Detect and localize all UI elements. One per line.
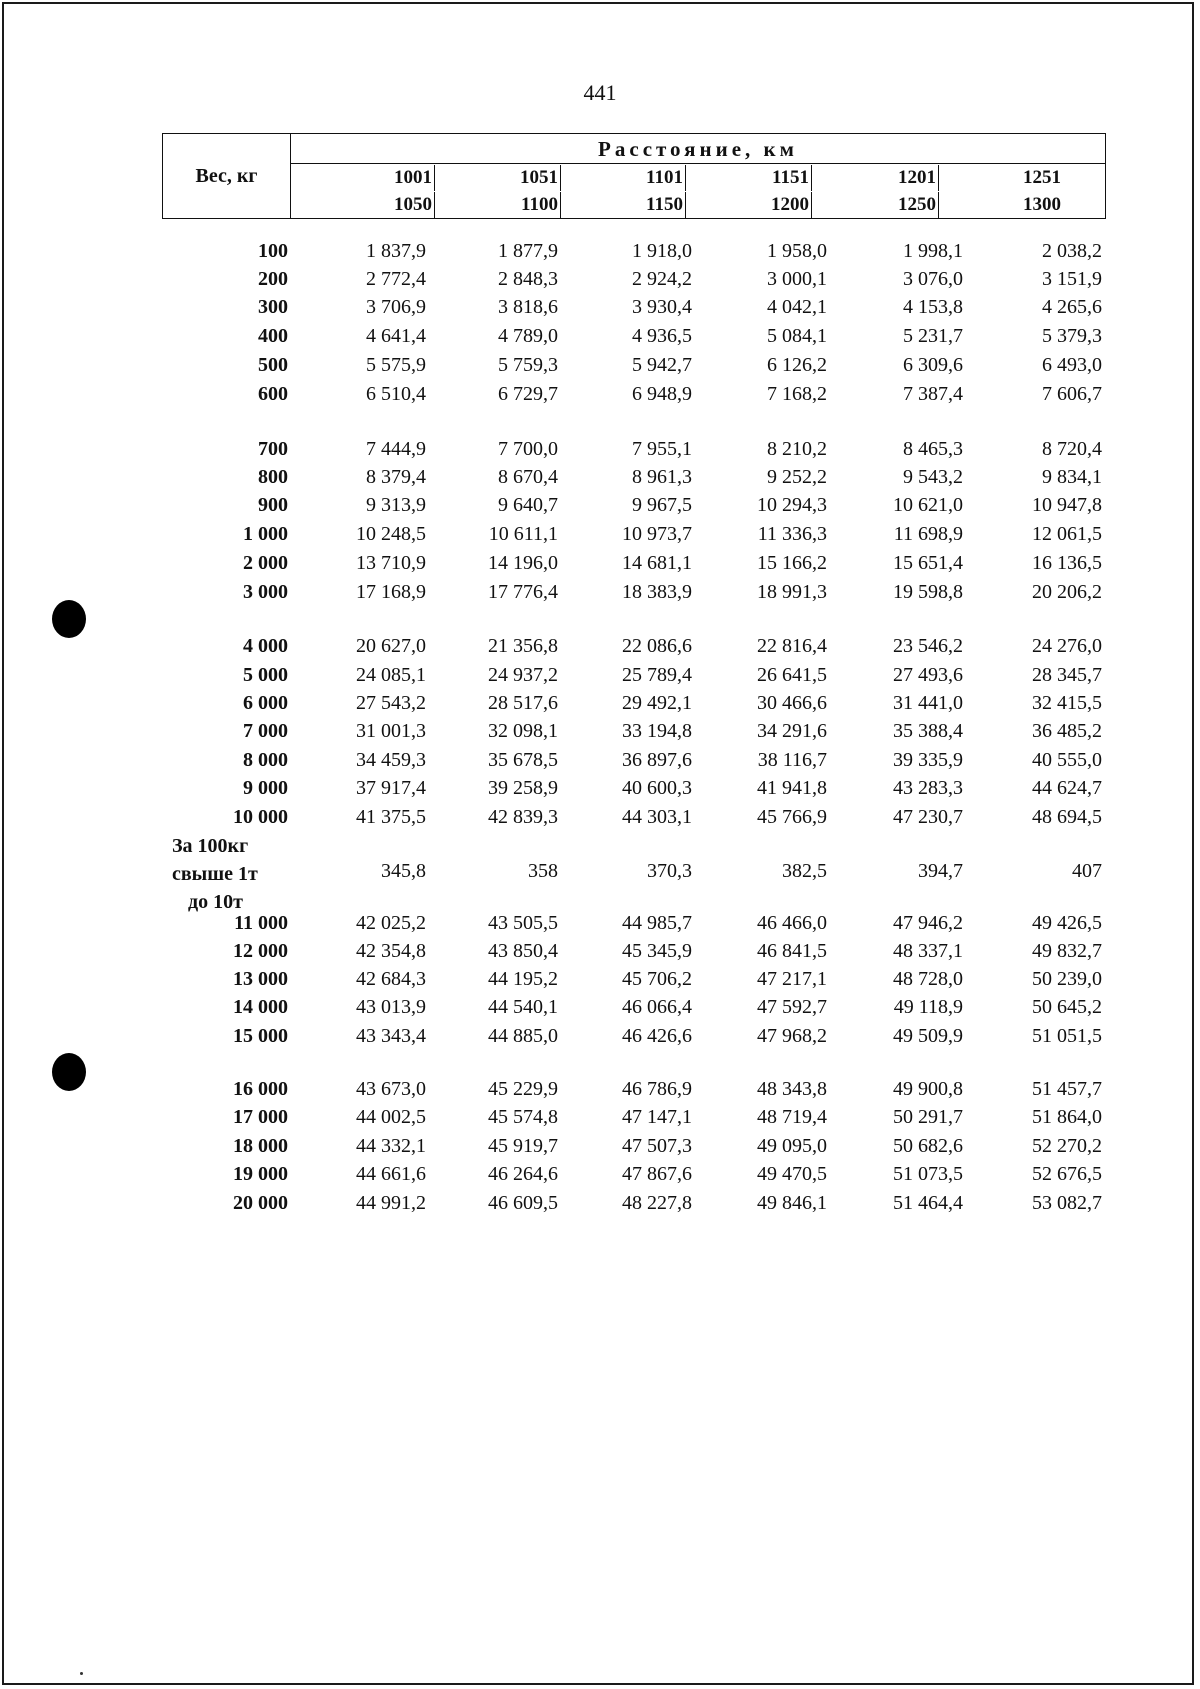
table-cell: 3 818,6 xyxy=(498,296,558,318)
table-cell: 11 698,9 xyxy=(893,523,963,545)
table-cell: 3 076,0 xyxy=(903,268,963,290)
row-weight: 300 xyxy=(258,296,288,318)
table-cell: 49 846,1 xyxy=(757,1192,827,1214)
table-cell: 11 336,3 xyxy=(757,523,827,545)
surcharge-note-line2: свыше 1т xyxy=(172,863,258,885)
table-cell: 39 258,9 xyxy=(488,777,558,799)
table-cell: 46 841,5 xyxy=(757,940,827,962)
table-cell: 50 682,6 xyxy=(893,1135,963,1157)
table-cell: 13 710,9 xyxy=(356,552,426,574)
table-cell: 7 168,2 xyxy=(767,383,827,405)
table-cell: 48 337,1 xyxy=(893,940,963,962)
table-row xyxy=(162,240,1106,268)
table-cell: 31 441,0 xyxy=(893,692,963,714)
table-cell: 370,3 xyxy=(647,860,692,882)
table-cell: 18 991,3 xyxy=(757,581,827,603)
table-cell: 49 426,5 xyxy=(1032,912,1102,934)
table-cell: 24 085,1 xyxy=(356,664,426,686)
table-cell: 7 387,4 xyxy=(903,383,963,405)
row-weight: 700 xyxy=(258,438,288,460)
table-cell: 3 930,4 xyxy=(632,296,692,318)
table-cell: 47 946,2 xyxy=(893,912,963,934)
table-cell: 1 958,0 xyxy=(767,240,827,262)
row-weight: 19 000 xyxy=(233,1163,288,1185)
table-cell: 3 151,9 xyxy=(1042,268,1102,290)
table-cell: 2 924,2 xyxy=(632,268,692,290)
table-cell: 358 xyxy=(528,860,558,882)
row-weight: 800 xyxy=(258,466,288,488)
table-cell: 30 466,6 xyxy=(757,692,827,714)
table-cell: 35 388,4 xyxy=(893,720,963,742)
table-cell: 8 961,3 xyxy=(632,466,692,488)
table-cell: 394,7 xyxy=(918,860,963,882)
table-cell: 6 493,0 xyxy=(1042,354,1102,376)
table-cell: 14 196,0 xyxy=(488,552,558,574)
surcharge-note-line1: За 100кг xyxy=(172,835,249,857)
table-cell: 44 303,1 xyxy=(622,806,692,828)
table-cell: 5 942,7 xyxy=(632,354,692,376)
table-row xyxy=(162,1135,1106,1163)
table-row xyxy=(162,581,1106,609)
row-weight: 13 000 xyxy=(233,968,288,990)
table-cell: 48 343,8 xyxy=(757,1078,827,1100)
row-weight: 7 000 xyxy=(243,720,288,742)
row-weight: 5 000 xyxy=(243,664,288,686)
table-cell: 6 948,9 xyxy=(632,383,692,405)
table-row xyxy=(162,664,1106,692)
row-weight: 18 000 xyxy=(233,1135,288,1157)
table-cell: 46 066,4 xyxy=(622,996,692,1018)
table-cell: 2 848,3 xyxy=(498,268,558,290)
table-cell: 49 118,9 xyxy=(893,996,963,1018)
table-cell: 44 195,2 xyxy=(488,968,558,990)
table-row xyxy=(162,354,1106,382)
table-cell: 49 832,7 xyxy=(1032,940,1102,962)
table-cell: 43 673,0 xyxy=(356,1078,426,1100)
table-cell: 27 543,2 xyxy=(356,692,426,714)
surcharge-note-line3: до 10т xyxy=(188,891,243,913)
table-cell: 47 968,2 xyxy=(757,1025,827,1047)
table-cell: 42 684,3 xyxy=(356,968,426,990)
table-cell: 43 343,4 xyxy=(356,1025,426,1047)
table-cell: 7 700,0 xyxy=(498,438,558,460)
row-weight: 9 000 xyxy=(243,777,288,799)
table-cell: 53 082,7 xyxy=(1032,1192,1102,1214)
table-cell: 51 464,4 xyxy=(893,1192,963,1214)
table-cell: 28 517,6 xyxy=(488,692,558,714)
table-cell: 6 309,6 xyxy=(903,354,963,376)
table-cell: 7 606,7 xyxy=(1042,383,1102,405)
table-cell: 44 540,1 xyxy=(488,996,558,1018)
table-cell: 4 042,1 xyxy=(767,296,827,318)
table-cell: 9 640,7 xyxy=(498,494,558,516)
table-cell: 44 885,0 xyxy=(488,1025,558,1047)
table-cell: 51 457,7 xyxy=(1032,1078,1102,1100)
row-weight: 11 000 xyxy=(234,912,288,934)
table-cell: 44 002,5 xyxy=(356,1106,426,1128)
table-cell: 10 248,5 xyxy=(356,523,426,545)
table-cell: 10 621,0 xyxy=(893,494,963,516)
table-cell: 37 917,4 xyxy=(356,777,426,799)
range-header-3 xyxy=(566,164,686,220)
table-cell: 45 574,8 xyxy=(488,1106,558,1128)
table-cell: 1 998,1 xyxy=(903,240,963,262)
table-cell: 52 270,2 xyxy=(1032,1135,1102,1157)
table-cell: 10 947,8 xyxy=(1032,494,1102,516)
table-row xyxy=(162,383,1106,411)
table-cell: 26 641,5 xyxy=(757,664,827,686)
range-from: 1051 xyxy=(520,165,561,191)
table-cell: 25 789,4 xyxy=(622,664,692,686)
range-to: 1200 xyxy=(771,192,812,218)
table-cell: 44 661,6 xyxy=(356,1163,426,1185)
table-row xyxy=(162,968,1106,996)
table-cell: 43 013,9 xyxy=(356,996,426,1018)
row-weight: 10 000 xyxy=(233,806,288,828)
table-cell: 24 937,2 xyxy=(488,664,558,686)
table-row xyxy=(162,523,1106,551)
table-row xyxy=(162,635,1106,663)
row-weight: 400 xyxy=(258,325,288,347)
table-cell: 36 897,6 xyxy=(622,749,692,771)
table-cell: 50 239,0 xyxy=(1032,968,1102,990)
range-header-1 xyxy=(315,164,435,220)
page-number: 441 xyxy=(583,80,617,105)
row-weight: 900 xyxy=(258,494,288,516)
table-cell: 28 345,7 xyxy=(1032,664,1102,686)
table-cell: 52 676,5 xyxy=(1032,1163,1102,1185)
table-cell: 29 492,1 xyxy=(622,692,692,714)
table-row xyxy=(162,296,1106,324)
surcharge-note xyxy=(172,832,258,916)
table-cell: 9 967,5 xyxy=(632,494,692,516)
row-weight: 100 xyxy=(258,240,288,262)
table-cell: 47 592,7 xyxy=(757,996,827,1018)
table-cell: 39 335,9 xyxy=(893,749,963,771)
row-weight: 20 000 xyxy=(233,1192,288,1214)
table-cell: 6 510,4 xyxy=(366,383,426,405)
table-cell: 9 834,1 xyxy=(1042,466,1102,488)
row-weight: 4 000 xyxy=(243,635,288,657)
table-cell: 49 095,0 xyxy=(757,1135,827,1157)
row-weight: 14 000 xyxy=(233,996,288,1018)
row-weight: 600 xyxy=(258,383,288,405)
table-cell: 5 084,1 xyxy=(767,325,827,347)
row-weight: 8 000 xyxy=(243,749,288,771)
table-cell: 10 973,7 xyxy=(622,523,692,545)
table-cell: 42 354,8 xyxy=(356,940,426,962)
table-cell: 8 670,4 xyxy=(498,466,558,488)
table-cell: 12 061,5 xyxy=(1032,523,1102,545)
table-cell: 22 816,4 xyxy=(757,635,827,657)
range-to: 1150 xyxy=(646,192,686,218)
table-cell: 8 465,3 xyxy=(903,438,963,460)
table-cell: 32 415,5 xyxy=(1032,692,1102,714)
table-cell: 48 728,0 xyxy=(893,968,963,990)
table-cell: 20 627,0 xyxy=(356,635,426,657)
table-cell: 45 766,9 xyxy=(757,806,827,828)
table-row xyxy=(162,940,1106,968)
table-row xyxy=(162,1163,1106,1191)
table-cell: 5 759,3 xyxy=(498,354,558,376)
punch-hole-top xyxy=(52,600,86,638)
table-row xyxy=(162,912,1106,940)
table-cell: 49 470,5 xyxy=(757,1163,827,1185)
table-cell: 49 509,9 xyxy=(893,1025,963,1047)
table-cell: 407 xyxy=(1072,860,1102,882)
table-cell: 44 332,1 xyxy=(356,1135,426,1157)
table-cell: 46 426,6 xyxy=(622,1025,692,1047)
table-cell: 23 546,2 xyxy=(893,635,963,657)
table-cell: 4 265,6 xyxy=(1042,296,1102,318)
table-cell: 14 681,1 xyxy=(622,552,692,574)
table-cell: 47 230,7 xyxy=(893,806,963,828)
table-cell: 9 313,9 xyxy=(366,494,426,516)
table-cell: 20 206,2 xyxy=(1032,581,1102,603)
punch-hole-bottom xyxy=(52,1053,86,1091)
table-cell: 19 598,8 xyxy=(893,581,963,603)
table-row xyxy=(162,1106,1106,1134)
table-cell: 2 038,2 xyxy=(1042,240,1102,262)
range-to: 1250 xyxy=(898,192,939,218)
table-cell: 42 839,3 xyxy=(488,806,558,828)
row-weight: 3 000 xyxy=(243,581,288,603)
table-cell: 47 507,3 xyxy=(622,1135,692,1157)
range-to: 1300 xyxy=(1023,194,1061,215)
table-cell: 41 941,8 xyxy=(757,777,827,799)
table-cell: 47 147,1 xyxy=(622,1106,692,1128)
table-cell: 22 086,6 xyxy=(622,635,692,657)
row-weight: 2 000 xyxy=(243,552,288,574)
scan-speck xyxy=(80,1672,83,1675)
table-cell: 24 276,0 xyxy=(1032,635,1102,657)
row-weight: 17 000 xyxy=(233,1106,288,1128)
table-cell: 8 379,4 xyxy=(366,466,426,488)
range-header-6 xyxy=(943,164,1063,220)
range-from: 1001 xyxy=(394,165,435,191)
table-cell: 4 153,8 xyxy=(903,296,963,318)
table-cell: 43 283,3 xyxy=(893,777,963,799)
table-cell: 50 291,7 xyxy=(893,1106,963,1128)
table-cell: 40 555,0 xyxy=(1032,749,1102,771)
row-weight: 200 xyxy=(258,268,288,290)
row-weight: 12 000 xyxy=(233,940,288,962)
table-cell: 38 116,7 xyxy=(757,749,827,771)
table-row xyxy=(162,1192,1106,1220)
table-cell: 45 229,9 xyxy=(488,1078,558,1100)
table-cell: 31 001,3 xyxy=(356,720,426,742)
table-cell: 1 877,9 xyxy=(498,240,558,262)
table-cell: 35 678,5 xyxy=(488,749,558,771)
row-weight: 6 000 xyxy=(243,692,288,714)
range-from: 1201 xyxy=(898,165,939,191)
range-header-2 xyxy=(441,164,561,220)
table-cell: 21 356,8 xyxy=(488,635,558,657)
table-cell: 48 719,4 xyxy=(757,1106,827,1128)
table-row xyxy=(162,720,1106,748)
table-cell: 45 706,2 xyxy=(622,968,692,990)
table-row xyxy=(162,438,1106,466)
table-row xyxy=(162,466,1106,494)
table-cell: 1 837,9 xyxy=(366,240,426,262)
table-row xyxy=(162,806,1106,834)
table-cell: 47 217,1 xyxy=(757,968,827,990)
table-cell: 2 772,4 xyxy=(366,268,426,290)
table-cell: 34 291,6 xyxy=(757,720,827,742)
table-row xyxy=(162,996,1106,1024)
table-cell: 34 459,3 xyxy=(356,749,426,771)
range-header-4 xyxy=(692,164,812,220)
table-cell: 18 383,9 xyxy=(622,581,692,603)
table-cell: 17 168,9 xyxy=(356,581,426,603)
range-from: 1101 xyxy=(646,165,686,191)
table-cell: 46 786,9 xyxy=(622,1078,692,1100)
table-cell: 10 294,3 xyxy=(757,494,827,516)
table-cell: 345,8 xyxy=(381,860,426,882)
table-cell: 51 051,5 xyxy=(1032,1025,1102,1047)
table-cell: 7 444,9 xyxy=(366,438,426,460)
range-from: 1251 xyxy=(1023,167,1061,188)
table-cell: 5 231,7 xyxy=(903,325,963,347)
table-cell: 46 264,6 xyxy=(488,1163,558,1185)
table-cell: 44 985,7 xyxy=(622,912,692,934)
table-row xyxy=(162,552,1106,580)
table-row xyxy=(162,749,1106,777)
table-cell: 4 936,5 xyxy=(632,325,692,347)
distance-title: Расстояние, км xyxy=(291,134,1105,164)
table-cell: 33 194,8 xyxy=(622,720,692,742)
row-weight: 500 xyxy=(258,354,288,376)
table-cell: 15 651,4 xyxy=(893,552,963,574)
table-cell: 42 025,2 xyxy=(356,912,426,934)
table-cell: 51 073,5 xyxy=(893,1163,963,1185)
table-cell: 44 624,7 xyxy=(1032,777,1102,799)
table-cell: 8 720,4 xyxy=(1042,438,1102,460)
weight-column-header: Вес, кг xyxy=(162,133,290,219)
table-row xyxy=(162,860,1106,888)
table-cell: 44 991,2 xyxy=(356,1192,426,1214)
table-cell: 8 210,2 xyxy=(767,438,827,460)
table-cell: 32 098,1 xyxy=(488,720,558,742)
table-cell: 41 375,5 xyxy=(356,806,426,828)
table-cell: 6 126,2 xyxy=(767,354,827,376)
table-cell: 3 000,1 xyxy=(767,268,827,290)
table-cell: 3 706,9 xyxy=(366,296,426,318)
table-cell: 43 505,5 xyxy=(488,912,558,934)
distance-header xyxy=(290,133,1106,219)
table-cell: 45 919,7 xyxy=(488,1135,558,1157)
table-cell: 6 729,7 xyxy=(498,383,558,405)
table-cell: 16 136,5 xyxy=(1032,552,1102,574)
table-cell: 9 252,2 xyxy=(767,466,827,488)
row-weight: 16 000 xyxy=(233,1078,288,1100)
table-cell: 43 850,4 xyxy=(488,940,558,962)
table-row xyxy=(162,777,1106,805)
table-header xyxy=(162,133,1106,221)
table-cell: 9 543,2 xyxy=(903,466,963,488)
table-cell: 17 776,4 xyxy=(488,581,558,603)
row-weight: 1 000 xyxy=(243,523,288,545)
range-to: 1050 xyxy=(394,192,435,218)
table-cell: 10 611,1 xyxy=(488,523,558,545)
table-row xyxy=(162,268,1106,296)
table-cell: 51 864,0 xyxy=(1032,1106,1102,1128)
table-cell: 5 575,9 xyxy=(366,354,426,376)
range-header-5 xyxy=(819,164,939,220)
table-row xyxy=(162,325,1106,353)
table-cell: 45 345,9 xyxy=(622,940,692,962)
table-cell: 46 609,5 xyxy=(488,1192,558,1214)
table-row xyxy=(162,1025,1106,1053)
table-cell: 1 918,0 xyxy=(632,240,692,262)
table-row xyxy=(162,692,1106,720)
table-cell: 4 641,4 xyxy=(366,325,426,347)
table-cell: 50 645,2 xyxy=(1032,996,1102,1018)
table-cell: 382,5 xyxy=(782,860,827,882)
table-cell: 49 900,8 xyxy=(893,1078,963,1100)
table-cell: 47 867,6 xyxy=(622,1163,692,1185)
table-cell: 36 485,2 xyxy=(1032,720,1102,742)
table-cell: 7 955,1 xyxy=(632,438,692,460)
range-from: 1151 xyxy=(772,165,812,191)
table-cell: 27 493,6 xyxy=(893,664,963,686)
table-cell: 46 466,0 xyxy=(757,912,827,934)
table-cell: 5 379,3 xyxy=(1042,325,1102,347)
range-to: 1100 xyxy=(521,192,561,218)
table-cell: 15 166,2 xyxy=(757,552,827,574)
table-row xyxy=(162,494,1106,522)
table-cell: 4 789,0 xyxy=(498,325,558,347)
table-cell: 40 600,3 xyxy=(622,777,692,799)
row-weight: 15 000 xyxy=(233,1025,288,1047)
table-cell: 48 694,5 xyxy=(1032,806,1102,828)
table-cell: 48 227,8 xyxy=(622,1192,692,1214)
table-row xyxy=(162,1078,1106,1106)
